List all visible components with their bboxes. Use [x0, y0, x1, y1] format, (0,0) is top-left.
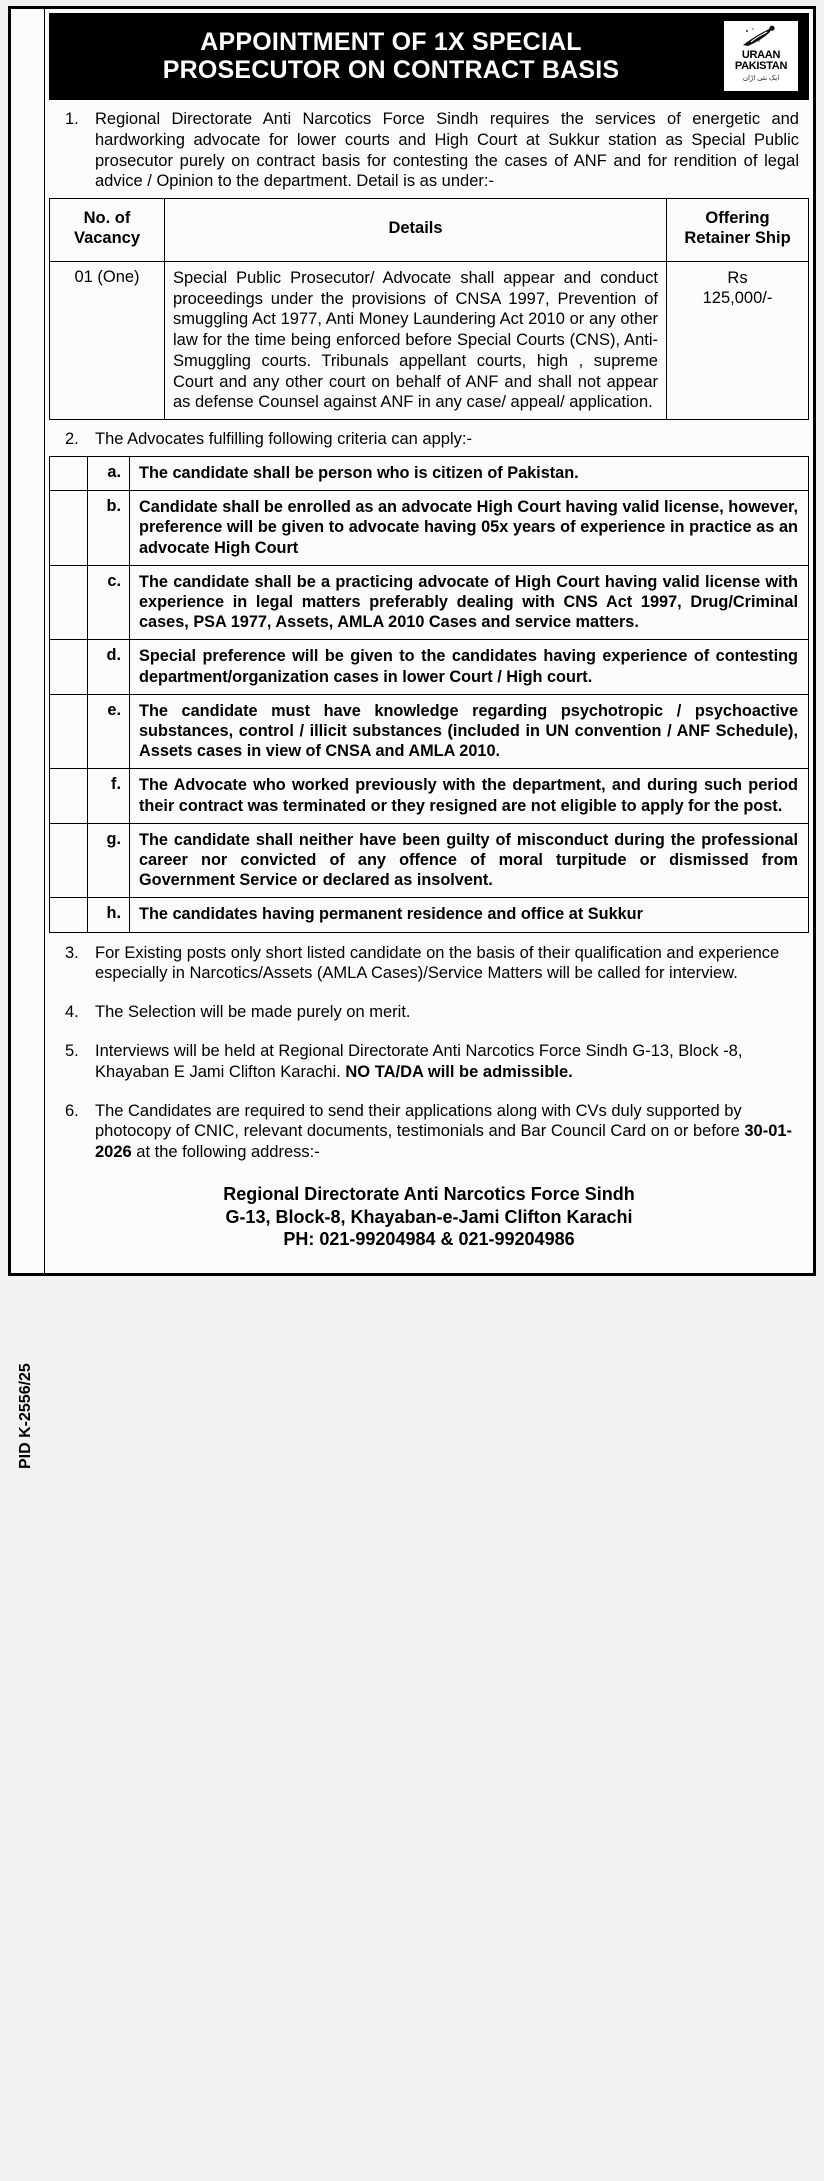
pid-strip: [11, 9, 45, 1469]
note-3: [49, 933, 809, 993]
criteria-heading: [49, 420, 809, 456]
criteria-label-h: h.: [88, 898, 130, 932]
note-6: [49, 1091, 809, 1171]
logo-word-uraan: URAAN: [741, 49, 781, 61]
header-no-of-vacancy: No. of Vacancy: [50, 199, 165, 262]
intro-text: Regional Directorate Anti Narcotics Force Sindh requires the services of energetic and hardworking advocate for lower courts and High Court at Sukkur station as Special Public prosecutor purely on contract basis for contesting the cases of ANF and for rendition of legal advice / Opinion to the department. Detail is as under:-: [95, 110, 799, 191]
page-title: [63, 28, 723, 84]
table-row: [50, 769, 809, 823]
cell-vacancy-details: Special Public Prosecutor/ Advocate shall appear and conduct proceedings under the provisions of CNSA 1997, Prevention of smuggling Act 1977, Anti Money Laundering Act 2010 or any other law for the time being enforced before Special Courts (CNS), Anti-Smuggling courts. Tribunals appellant courts, high , supreme Court and any other court on behalf of ANF and shall not appear as defense Counsel against ANF in any case/ appeal/ application.: [165, 261, 667, 419]
criteria-spacer: [50, 898, 88, 932]
vacancy-table-header-row: [50, 199, 809, 262]
table-row: [50, 565, 809, 640]
contact-address-block: [49, 1171, 809, 1269]
criteria-label-c: c.: [88, 565, 130, 640]
criteria-spacer: [50, 769, 88, 823]
criteria-label-a: a.: [88, 456, 130, 490]
table-row: [50, 491, 809, 566]
note-5: [49, 1031, 809, 1091]
note-5-text-group: [95, 1041, 797, 1083]
advertisement-content: [45, 9, 813, 1273]
title-banner: [49, 13, 809, 100]
criteria-spacer: [50, 823, 88, 898]
criteria-heading-number: 2.: [65, 430, 79, 449]
title-line-2: PROSECUTOR ON CONTRACT BASIS: [162, 56, 620, 84]
header-offering-retainer-ship: Offering Retainer Ship: [667, 199, 809, 262]
retainer-currency: Rs: [727, 268, 748, 287]
table-row: [50, 898, 809, 932]
note-4-number: 4.: [65, 1003, 79, 1022]
note-5-bold-tail: NO TA/DA will be admissible.: [345, 1062, 573, 1081]
criteria-label-b: b.: [88, 491, 130, 566]
cell-vacancy-count: 01 (One): [50, 261, 165, 419]
criteria-text-e: The candidate must have knowledge regarding psychotropic / psychoactive substances, control / illicit substances (included in UN convention / ANF Schedule), Assets cases in view of CNSA and AMLA 2010.: [130, 694, 809, 769]
title-line-1: APPOINTMENT OF 1X SPECIAL: [200, 28, 582, 56]
intro-paragraph: [49, 100, 809, 198]
bird-flying-icon: [726, 24, 796, 50]
note-3-number: 3.: [65, 943, 79, 962]
criteria-text-g: The candidate shall neither have been guilty of misconduct during the professional career nor convicted of any offence of moral turpitude or dismissed from Government Service or declared as insolvent.: [130, 823, 809, 898]
criteria-text-c: The candidate shall be a practicing advocate of High Court having valid license with experience in legal matters preferably dealing with CNS Act 1997, Drug/Criminal cases, PSA 1977, Assets, AMLA 2010 Cases and service matters.: [130, 565, 809, 640]
table-row: [50, 694, 809, 769]
criteria-label-g: g.: [88, 823, 130, 898]
note-6-text-group: [95, 1101, 797, 1163]
uraan-pakistan-logo: [723, 20, 799, 92]
address-line-1: Regional Directorate Anti Narcotics Force Sindh: [223, 1183, 635, 1204]
note-5-number: 5.: [65, 1041, 79, 1060]
note-4-text: The Selection will be made purely on merit.: [95, 1003, 411, 1022]
table-row: [50, 456, 809, 490]
table-row: [50, 261, 809, 419]
criteria-heading-text: The Advocates fulfilling following criteria can apply:-: [95, 430, 472, 449]
criteria-text-h: The candidates having permanent residence and office at Sukkur: [130, 898, 809, 932]
criteria-spacer: [50, 491, 88, 566]
criteria-text-a: The candidate shall be person who is citizen of Pakistan.: [130, 456, 809, 490]
logo-word-pakistan: PAKISTAN: [734, 60, 788, 72]
criteria-label-f: f.: [88, 769, 130, 823]
header-details: Details: [165, 199, 667, 262]
criteria-text-b: Candidate shall be enrolled as an advocate High Court having valid license, however, preference will be given to advocate having 05x years of experience in practice as an advocate High Court: [130, 491, 809, 566]
intro-number: 1.: [65, 110, 79, 128]
note-4: [49, 992, 809, 1031]
address-phone-line: PH: 021-99204984 & 021-99204986: [283, 1229, 575, 1250]
vacancy-table: [49, 198, 809, 420]
note-6-text-end: at the following address:-: [131, 1143, 320, 1162]
logo-urdu-tagline: ایک نئی اڑان: [742, 75, 780, 82]
criteria-spacer: [50, 456, 88, 490]
note-5-text: Interviews will be held at Regional Directorate Anti Narcotics Force Sindh G-13, Block -8, Khayaban E Jami Clifton Karachi.: [95, 1041, 743, 1081]
criteria-spacer: [50, 565, 88, 640]
body-wrapper: [45, 100, 813, 1273]
logo-wordmark: [735, 50, 787, 72]
criteria-text-f: The Advocate who worked previously with the department, and during such period their contract was terminated or they resigned are not eligible to apply for the post.: [130, 769, 809, 823]
criteria-label-e: e.: [88, 694, 130, 769]
note-3-text: For Existing posts only short listed candidate on the basis of their qualification and experience especially in Narcotics/Assets (AMLA Cases)/Service Matters will be called for interview.: [95, 943, 780, 983]
pid-number: PID K-2556/25: [17, 1363, 34, 1469]
criteria-spacer: [50, 694, 88, 769]
criteria-table: [49, 456, 809, 933]
retainer-value: 125,000/-: [702, 289, 773, 308]
criteria-text-d: Special preference will be given to the candidates having experience of contesting department/organization cases in lower Court / High court.: [130, 640, 809, 694]
note-6-text-start: The Candidates are required to send their applications along with CVs duly supported by photocopy of CNIC, relevant documents, testimonials and Bar Council Card on or before: [95, 1101, 745, 1141]
note-6-number: 6.: [65, 1101, 79, 1120]
criteria-spacer: [50, 640, 88, 694]
criteria-label-d: d.: [88, 640, 130, 694]
address-line-2: G-13, Block-8, Khayaban-e-Jami Clifton Karachi: [225, 1206, 633, 1227]
table-row: [50, 640, 809, 694]
note-6-deadline-date: 30-01-2026: [95, 1122, 793, 1162]
cell-retainer-amount: [667, 261, 809, 419]
table-row: [50, 823, 809, 898]
advertisement-frame: [8, 6, 816, 1469]
